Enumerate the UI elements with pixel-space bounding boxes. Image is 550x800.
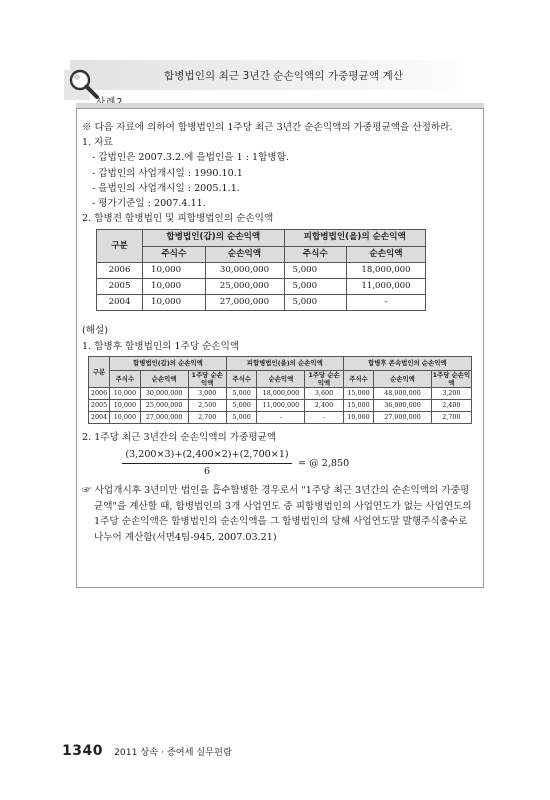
case-content (82, 120, 478, 545)
intro-text: ※ 다음 자료에 의하여 합병법인의 1주당 최근 3년간 순손익액의 가중평균액을 산정하라. (82, 122, 453, 133)
solution-heading: (해설) (82, 325, 109, 337)
header-group-b: 피합병법인(을)의 순손익액 (226, 356, 343, 370)
section2-title: 2. 합병전 합병법인 및 피합병법인의 순손익액 (82, 213, 274, 225)
weighted-average-formula (122, 447, 478, 481)
case-title: 합병법인의 최근 3년간 순손익액의 가중평균액 계산 (164, 70, 404, 82)
header-shares: 주식수 (226, 370, 257, 387)
data-item: - 을법인의 사업개시일 : 2005.1.1. (92, 182, 240, 194)
section1-title: 1. 자료 (82, 137, 113, 149)
formula-denominator: 6 (203, 466, 211, 478)
case-header (60, 60, 480, 104)
header-per-share: 1주당 순손익액 (432, 370, 471, 387)
header-group-b: 피합병법인(을)의 순손익액 (284, 230, 426, 246)
formula-result: = @ 2,850 (298, 458, 350, 470)
header-group-c: 합병후 존속법인의 순손익액 (343, 356, 471, 370)
book-title: 2011 상속 · 증여세 실무편람 (114, 747, 232, 758)
header-income: 순손익액 (257, 370, 305, 387)
header-per-share: 1주당 순손익액 (188, 370, 226, 387)
table-row: 2006 10,000 30,000,000 5,000 18,000,000 (97, 262, 426, 278)
header-group-a: 합병법인(갑)의 순손익액 (143, 230, 284, 246)
fraction-bar (122, 463, 292, 464)
table-row: 2006 10,000 30,000,000 3,000 5,000 18,000,000 3,600 15,000 48,000,000 3,200 (89, 387, 472, 399)
header-category: 구분 (97, 230, 143, 262)
table-row: 2005 10,000 25,000,000 2,500 5,000 11,000,000 2,400 15,000 36,000,000 2,400 (89, 399, 472, 411)
table-row: 2005 10,000 25,000,000 5,000 11,000,000 (97, 279, 426, 295)
data-item: - 평가기준일 : 2007.4.11. (92, 198, 206, 210)
header-income: 순손익액 (374, 370, 431, 387)
header-shares: 주식수 (110, 370, 141, 387)
formula-numerator: (3,200×3)+(2,400×2)+(2,700×1) (125, 449, 289, 461)
header-category: 구분 (89, 356, 110, 387)
post-merger-income-table (88, 356, 472, 424)
header-group-a: 합병법인(갑)의 순손익액 (110, 356, 227, 370)
page-number: 1340 (62, 743, 103, 759)
formula-fraction (122, 449, 292, 478)
table-row: 2004 10,000 27,000,000 5,000 - (97, 295, 426, 311)
solution-note: ☞ 사업개시후 3년미만 법인을 흡수합병한 경우로서 "1주당 최근 3년간의 순손익액의 가중평균액"을 계산할 때, 합병법인의 3개 사업연도 중 피합병법인의 사업연도가 없는 사업연도의 1주당 순손익액은 합병법인의 순손익액을 그 합병법인의 당해 사업연도말 발행주식총수로 나누어 계산함(서면4팀-945, 2007.03.21) (82, 485, 472, 543)
header-per-share: 1주당 순손익액 (305, 370, 343, 387)
header-shares: 주식수 (284, 246, 347, 262)
data-item: - 갑법인은 2007.3.2.에 을법인을 1 : 1합병함. (92, 152, 290, 164)
header-income: 순손익액 (140, 370, 188, 387)
solution-step1: 1. 합병후 합병법인의 1주당 순손익액 (82, 340, 240, 352)
header-shares: 주식수 (143, 246, 206, 262)
page-footer (62, 740, 232, 759)
header-income: 순손익액 (347, 246, 426, 262)
data-item: - 갑법인의 사업개시일 : 1990.10.1 (92, 167, 243, 179)
pre-merger-income-table (96, 229, 426, 311)
header-income: 순손익액 (205, 246, 284, 262)
table-row: 2004 10,000 27,000,000 2,700 5,000 - - 10,000 27,000,000 2,700 (89, 411, 472, 423)
header-shares: 주식수 (343, 370, 374, 387)
solution-step2: 2. 1주당 최근 3년간의 순손익액의 가중평균액 (82, 431, 277, 443)
